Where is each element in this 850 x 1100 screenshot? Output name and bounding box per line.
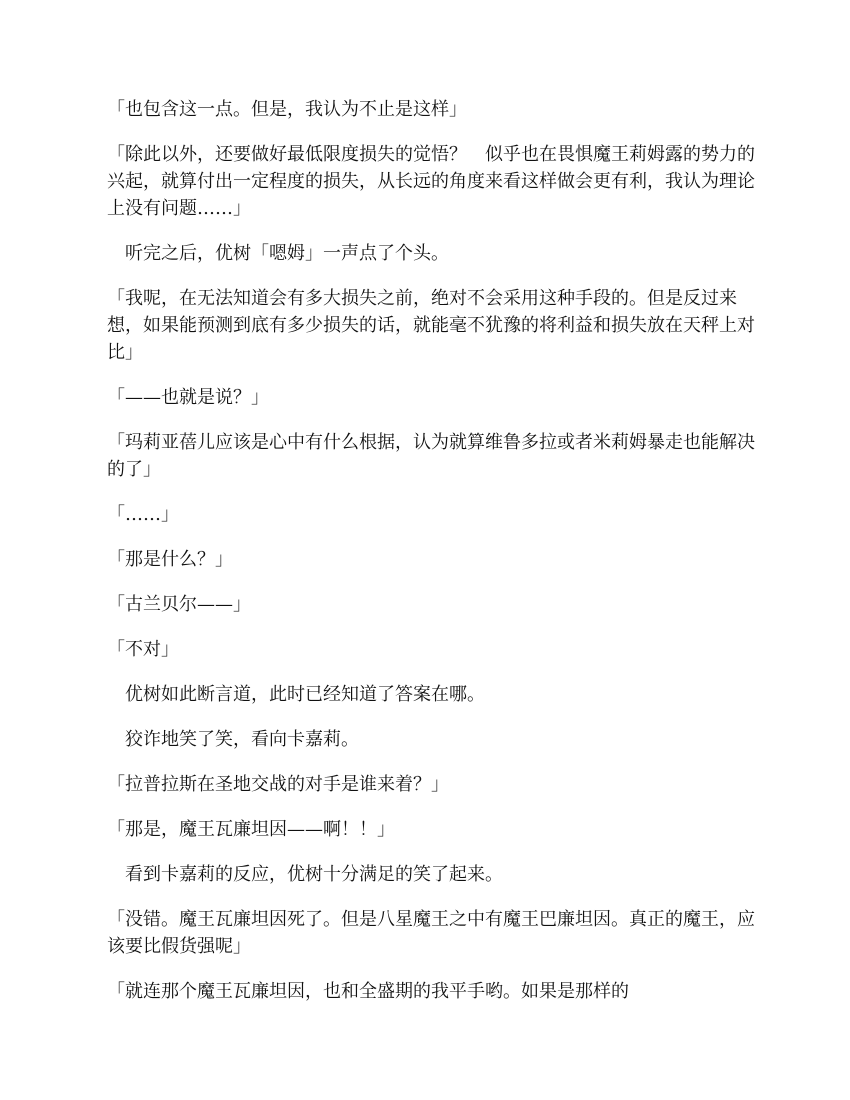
- dialogue-paragraph: 「那是，魔王瓦廉坦因——啊！！」: [107, 819, 395, 840]
- narration-paragraph: 看到卡嘉莉的反应，优树十分满足的笑了起来。: [125, 864, 503, 885]
- narration-paragraph: 听完之后，优树「嗯姆」一声点了个头。: [125, 243, 449, 264]
- dialogue-paragraph: 「没错。魔王瓦廉坦因死了。但是八星魔王之中有魔王巴廉坦因。真正的魔王，应该要比假货强呢」: [107, 909, 755, 957]
- narration-paragraph: 优树如此断言道，此时已经知道了答案在哪。: [125, 684, 485, 705]
- dialogue-paragraph: 「就连那个魔王瓦廉坦因，也和全盛期的我平手哟。如果是那样的: [107, 981, 629, 1002]
- dialogue-paragraph: 「玛莉亚蓓儿应该是心中有什么根据，认为就算维鲁多拉或者米莉姆暴走也能解决的了」: [107, 432, 755, 480]
- dialogue-paragraph: 「——也就是说？」: [107, 387, 269, 408]
- dialogue-paragraph: 「我呢，在无法知道会有多大损失之前，绝对不会采用这种手段的。但是反过来想，如果能预测到底有多少损失的话，就能毫不犹豫的将利益和损失放在天秤上对比」: [107, 288, 755, 363]
- narration-paragraph: 狡诈地笑了笑，看向卡嘉莉。: [125, 729, 359, 750]
- dialogue-paragraph: 「也包含这一点。但是，我认为不止是这样」: [107, 99, 467, 120]
- dialogue-paragraph: 「……」: [107, 504, 179, 525]
- dialogue-paragraph: 「除此以外，还要做好最低限度损失的觉悟？ 似乎也在畏惧魔王莉姆露的势力的兴起，就算付出一定程度的损失，从长远的角度来看这样做会更有利，我认为理论上没有问题……」: [107, 144, 755, 219]
- dialogue-paragraph: 「古兰贝尔——」: [107, 594, 251, 615]
- dialogue-paragraph: 「拉普拉斯在圣地交战的对手是谁来着？」: [107, 774, 449, 795]
- dialogue-paragraph: 「那是什么？」: [107, 549, 233, 570]
- dialogue-paragraph: 「不对」: [107, 639, 179, 660]
